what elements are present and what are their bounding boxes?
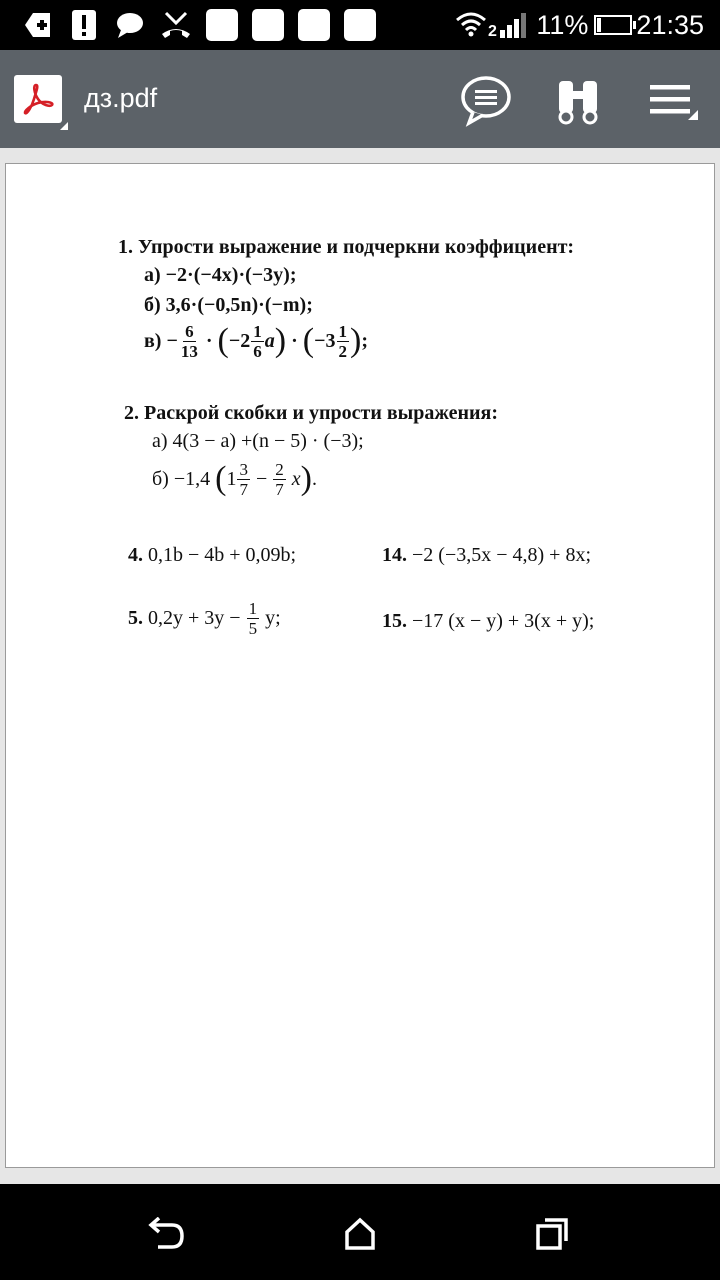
task-2a: а) 4(3 − a) +(n − 5) · (−3); xyxy=(152,430,364,452)
task-2-number: 2. xyxy=(124,402,139,424)
task-14: 14. −2 (−3,5x − 4,8) + 8x; xyxy=(382,544,591,566)
document-title: дз.pdf xyxy=(84,83,158,113)
home-icon[interactable] xyxy=(340,1214,380,1254)
fraction: $\frac{3}{7}$ xyxy=(239,459,248,499)
fraction: $\frac{1}{2}$ xyxy=(338,321,348,361)
wifi-icon xyxy=(454,10,488,40)
navigation-bar xyxy=(0,1184,720,1280)
app-bar xyxy=(0,50,720,148)
task-1v: в) − $\frac{6}{13}$ · ( −2 $\frac{1}{6}$ a ) · ( −3 $\frac{1}{2}$ ) ; xyxy=(144,321,369,361)
fraction: $\frac{6}{13}$ xyxy=(180,321,198,361)
app-notification-icon xyxy=(252,9,284,41)
chat-icon xyxy=(114,9,146,41)
task-4: 4. 0,1b − 4b + 0,09b; xyxy=(128,544,297,566)
signal-icon xyxy=(488,10,532,40)
recents-icon[interactable] xyxy=(532,1214,572,1254)
adobe-acrobat-icon[interactable] xyxy=(14,75,62,123)
fraction: $\frac{2}{7}$ xyxy=(275,459,284,499)
task-2b: б) −1,4 ( 1 $\frac{3}{7}$ − $\frac{2}{7}$ x ) . xyxy=(152,459,317,499)
task-15: 15. −17 (x − y) + 3(x + y); xyxy=(382,610,595,632)
pdf-page[interactable] xyxy=(5,163,715,1168)
battery-percent: 11% xyxy=(536,9,589,40)
task-1a: а) −2·(−4x)·(−3y); xyxy=(144,264,297,286)
svg-text:2: 2 xyxy=(488,23,498,40)
task-5: 5. 0,2y + 3y − $\frac{1}{5}$ y; xyxy=(128,599,281,638)
battery-icon xyxy=(594,15,632,35)
back-icon[interactable] xyxy=(146,1214,186,1254)
app-notification-icon xyxy=(298,9,330,41)
read-mode-icon[interactable] xyxy=(550,72,606,128)
status-bar xyxy=(0,0,720,50)
fraction: $\frac{1}{6}$ xyxy=(253,321,262,361)
add-notification-icon xyxy=(22,9,54,41)
missed-call-icon xyxy=(160,9,192,41)
comment-icon[interactable] xyxy=(458,72,514,128)
fraction: $\frac{1}{5}$ xyxy=(248,599,258,638)
app-notification-icon xyxy=(344,9,376,41)
app-notification-icon xyxy=(206,9,238,41)
task-1-number: 1. xyxy=(118,236,133,258)
alert-icon xyxy=(68,9,100,41)
dropdown-corner-icon xyxy=(688,110,698,120)
dropdown-corner-icon xyxy=(60,122,68,130)
task-2-title: 2. Раскрой скобки и упрости выражения: xyxy=(124,402,499,424)
task-1b: б) 3,6·(−0,5n)·(−m); xyxy=(144,294,313,316)
clock: 21:35 xyxy=(636,9,704,40)
task-1-title: 1. Упрости выражение и подчеркни коэффициент: xyxy=(118,236,575,258)
